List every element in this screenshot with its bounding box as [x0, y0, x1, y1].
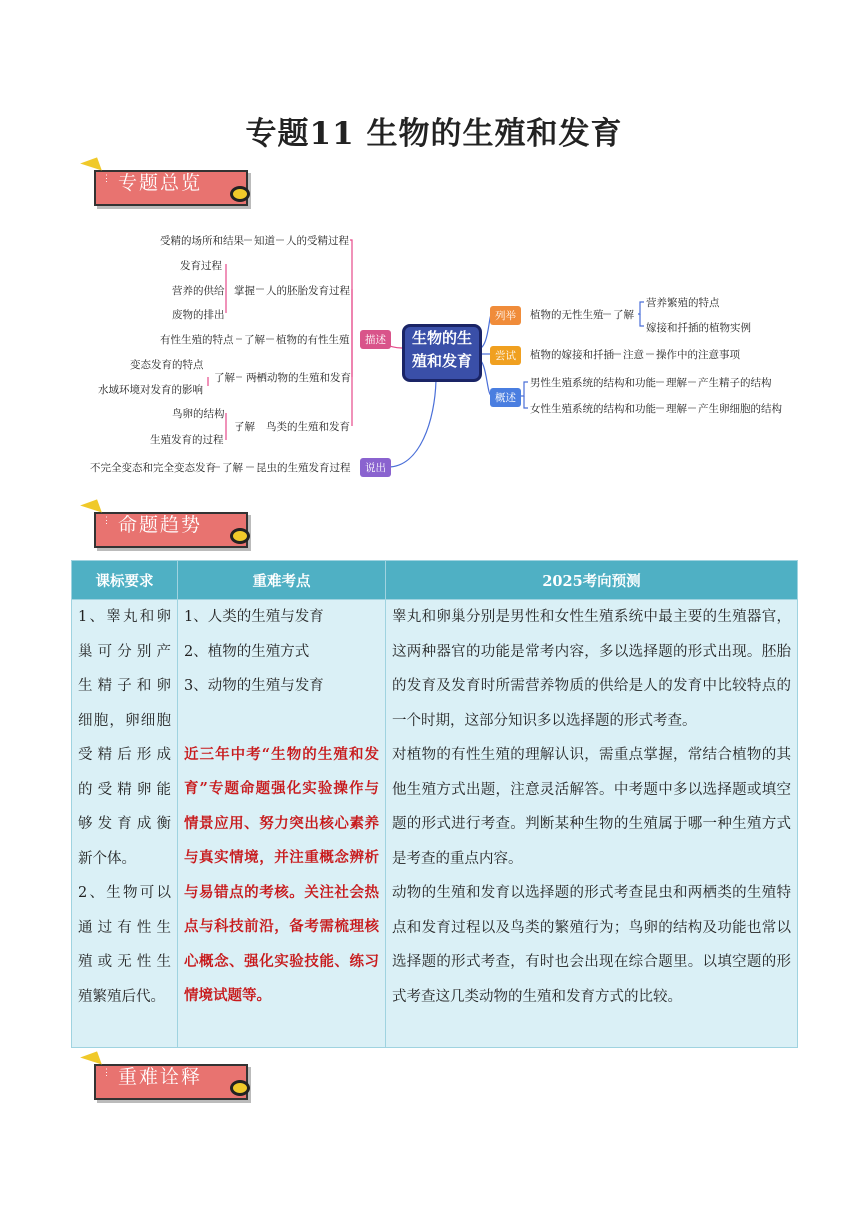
standards-line: 受精后形成 [78, 747, 171, 763]
standards-line: 殖繁殖后代。 [78, 988, 165, 1005]
node-know: 知道 [254, 235, 275, 247]
node-understand-5: 了解 [613, 309, 634, 321]
section-banner-trend [88, 506, 253, 550]
tag-list: 列举 [490, 306, 521, 325]
forecast-paragraph: 动物的生殖和发育以选择题的形式考查昆虫和两栖类的生殖特点和发育过程以及鸟类的繁殖行为；鸟卵的结构及功能也常以选择题的形式考查，有时也会出现在综合题里。以填空题的形式考查这几类动物的生殖和发育方式的比较。 [392, 885, 791, 1005]
ring-icon [230, 186, 250, 202]
node-egg-struct: 鸟卵的结构 [172, 408, 225, 420]
ring-icon [230, 528, 250, 544]
node-waste: 废物的排出 [172, 309, 225, 321]
node-bird: 鸟类的生殖和发育 [266, 421, 350, 433]
mind-map [0, 220, 868, 480]
node-comprehend-2: 理解 [666, 403, 687, 415]
node-dev-process: 发育过程 [180, 260, 222, 272]
node-graft-op: 植物的嫁接和扦插 [530, 349, 614, 361]
dots-decoration: ⋮ [102, 516, 111, 526]
node-sexual-feature: 有性生殖的特点 [160, 334, 234, 346]
node-comprehend-1: 理解 [666, 377, 687, 389]
node-understand-1: 了解 [244, 334, 265, 346]
standards-line: 够发育成衡 [78, 816, 171, 832]
node-fert-place: 受精的场所和结果 [160, 235, 244, 247]
tag-describe: 描述 [360, 330, 391, 349]
banner-label: 重难诠释 [118, 1066, 203, 1088]
key-point-item: 2、植物的生殖方式 [184, 643, 310, 660]
ring-icon [230, 1080, 250, 1096]
node-op-notes: 操作中的注意事项 [656, 349, 740, 361]
node-incomplete: 不完全变态和完全变态发育 [90, 462, 216, 474]
node-growth: 生殖发育的过程 [150, 434, 224, 446]
standards-line: 生精子和卵 [78, 678, 171, 694]
key-point-item: 3、动物的生殖与发育 [184, 678, 324, 694]
standards-line: 通过有性生 [78, 919, 171, 936]
node-sperm: 产生精子的结构 [698, 377, 772, 389]
dots-decoration: ⋮ [102, 1068, 111, 1078]
section-banner-explain [88, 1058, 253, 1102]
node-plant-sexual: 植物的有性生殖 [276, 334, 350, 346]
tag-say: 说出 [360, 458, 391, 477]
node-note: 注意 [623, 349, 644, 361]
cell-key-points [178, 600, 386, 1048]
node-master: 掌握 [234, 285, 255, 297]
tag-summary: 概述 [490, 388, 521, 407]
mind-map-center: 生物的生殖和发育 [402, 324, 482, 382]
node-asexual: 植物的无性生殖 [530, 309, 604, 321]
dots-decoration: ⋮ [102, 174, 111, 184]
trend-table [71, 560, 798, 1048]
cell-forecast [386, 600, 798, 1048]
node-understand-3: 了解 [234, 421, 255, 433]
node-amphibian: 两栖动物的生殖和发育 [246, 372, 351, 384]
node-meta-feature: 变态发育的特点 [130, 359, 204, 371]
node-ovum: 产生卵细胞的结构 [698, 403, 782, 415]
node-understand-4: 了解 [222, 462, 243, 474]
standards-line: 细胞，卵细胞 [78, 712, 171, 729]
node-water-env: 水域环境对发育的影响 [98, 384, 203, 396]
exam-trend-highlight: 近三年中考“生物的生殖和发育”专题命题强化实验操作与情景应用、努力突出核心素养与真实情境，并注重概念辨析与易错点的考核。关注社会热点与科技前沿，备考需梳理核心概念、强化实验技能、练习情境试题等。 [184, 745, 379, 1004]
standards-line: 殖或无性生 [78, 954, 171, 970]
node-insect: 昆虫的生殖发育过程 [256, 462, 351, 474]
key-point-item: 1、人类的生殖与发育 [184, 609, 324, 625]
forecast-paragraph: 对植物的有性生殖的理解认识，需重点掌握，常结合植物的其他生殖方式出题，注意灵活解答。中考题中多以选择题或填空题的形式进行考查。判断某种生物的生殖属于哪一种生殖方式是考查的重点内容。 [392, 747, 791, 867]
banner-label: 专题总览 [118, 172, 203, 194]
cell-standards [72, 600, 178, 1048]
node-understand-2: 了解 [214, 372, 235, 384]
header-forecast: 2025考向预测 [386, 561, 798, 600]
node-graft-examples: 嫁接和扦插的植物实例 [646, 322, 751, 334]
node-male-sys: 男性生殖系统的结构和功能 [530, 377, 656, 389]
section-banner-overview [88, 164, 253, 208]
header-standards: 课标要求 [72, 561, 178, 600]
table-header-row [72, 561, 798, 600]
node-nutritive: 营养繁殖的特点 [646, 297, 720, 309]
standards-line: 2、生物可以 [78, 885, 171, 901]
table-row [72, 600, 798, 1048]
standards-line: 新个体。 [78, 850, 136, 867]
banner-label: 命题趋势 [118, 514, 203, 536]
node-nutrition: 营养的供给 [172, 285, 225, 297]
standards-line: 1、睾丸和卵 [78, 609, 171, 625]
standards-line: 巢可分别产 [78, 643, 171, 660]
forecast-paragraph: 睾丸和卵巢分别是男性和女性生殖系统中最主要的生殖器官，这两种器官的功能是常考内容，多以选择题的形式出现。胚胎的发育及发育时所需营养物质的供给是人的发育中比较特点的一个时期，这部分知识多以选择题的形式考查。 [392, 609, 791, 729]
node-female-sys: 女性生殖系统的结构和功能 [530, 403, 656, 415]
standards-line: 的受精卵能 [78, 781, 171, 798]
header-key-points: 重难考点 [178, 561, 386, 600]
page-title: 专题11 生物的生殖和发育 [245, 116, 623, 152]
tag-try: 尝试 [490, 346, 521, 365]
node-embryo: 人的胚胎发育过程 [266, 285, 350, 297]
node-fert-process: 人的受精过程 [286, 235, 349, 247]
